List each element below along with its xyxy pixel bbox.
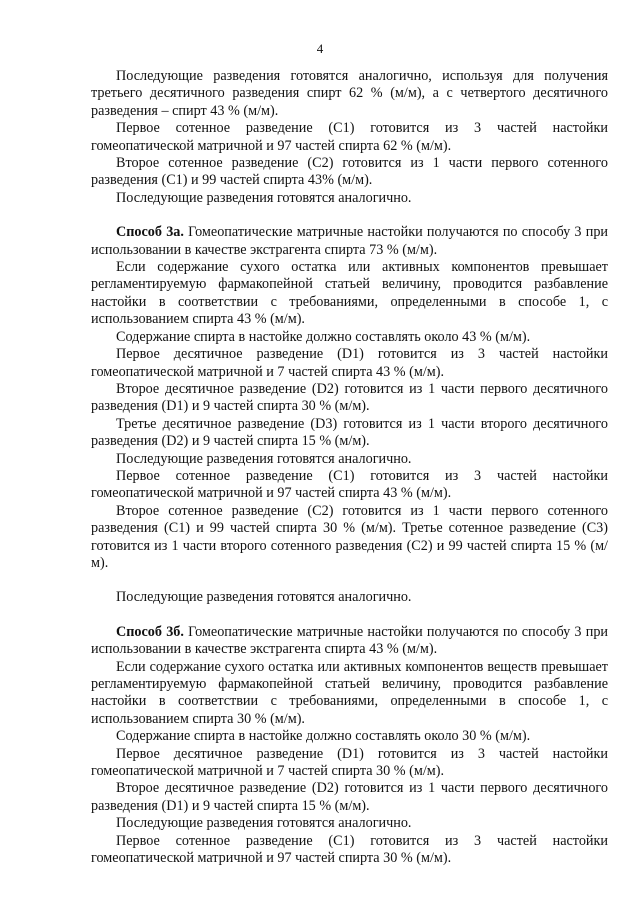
paragraph: Если содержание сухого остатка или активных компонентов веществ превышает регламентируемую фармакопейной статьей величину, проводится разбавление настойки в соответствии с требованиями, определенными в способе 1, с использованием спирта 30 % (м/м). <box>91 658 608 727</box>
paragraph: Содержание спирта в настойке должно составлять около 30 % (м/м). <box>116 728 531 745</box>
paragraph: Первое десятичное разведение (D1) готовится из 3 частей настойки гомеопатической матричной и 7 частей спирта 30 % (м/м). <box>91 745 608 780</box>
paragraph: Первое сотенное разведение (С1) готовится из 3 частей настойки гомеопатической матричной и 97 частей спирта 43 % (м/м). <box>91 467 608 502</box>
paragraph: Первое сотенное разведение (С1) готовится из 3 частей настойки гомеопатической матричной и 97 частей спирта 30 % (м/м). <box>91 832 608 867</box>
method-3b-heading: Способ 3б. <box>116 623 184 640</box>
paragraph: Последующие разведения готовятся аналогично. <box>116 815 412 832</box>
method-3a-heading: Способ 3а. <box>116 224 184 241</box>
method-3a-intro-text: Гомеопатические матричные настойки получаются по способу 3 при использовании в качестве экстрагента спирта 73 % (м/м). <box>91 224 609 258</box>
method-3b-intro <box>91 624 608 659</box>
paragraph: Первое десятичное разведение (D1) готовится из 3 частей настойки гомеопатической матричной и 7 частей спирта 43 % (м/м). <box>91 346 608 380</box>
paragraph: Последующие разведения готовятся аналогично, используя для получения третьего десятичного разведения спирт 62 % (м/м), а с четвертого десятичного разведения – спирт 43 % (м/м). <box>91 68 608 119</box>
paragraph: Последующие разведения готовятся аналогично. <box>116 589 412 606</box>
paragraph: Если содержание сухого остатка или активных компонентов превышает регламентируемую фармакопейной статьей величину, проводится разбавление настойки в соответствии с требованиями, определенными в способе 1, с использованием спирта 43 % (м/м). <box>91 259 608 328</box>
paragraph: Второе десятичное разведение (D2) готовится из 1 части первого десятичного разведения (D1) и 9 частей спирта 30 % (м/м). <box>91 380 608 415</box>
paragraph: Первое сотенное разведение (С1) готовится из 3 частей настойки гомеопатической матричной и 97 частей спирта 62 % (м/м). <box>91 120 608 154</box>
paragraph: Третье десятичное разведение (D3) готовится из 1 части второго десятичного разведения (D2) и 9 частей спирта 15 % (м/м). <box>91 415 608 450</box>
paragraph: Содержание спирта в настойке должно составлять около 43 % (м/м). <box>116 328 531 345</box>
paragraph: Второе десятичное разведение (D2) готовится из 1 части первого десятичного разведения (D1) и 9 частей спирта 15 % (м/м). <box>91 780 608 814</box>
page-number: 4 <box>316 41 324 56</box>
paragraph: Второе сотенное разведение (С2) готовится из 1 части первого сотенного разведения (С1) и 99 частей спирта 30 % (м/м). Третье сотенное разведение (С3) готовится из 1 части второго сотенного разведения (С2) и 99 частей спирта 15 % (м/м). <box>91 502 608 571</box>
paragraph: Последующие разведения готовятся аналогично. <box>116 450 412 467</box>
paragraph: Второе сотенное разведение (С2) готовится из 1 части первого сотенного разведения (С1) и 99 частей спирта 43% (м/м). <box>91 155 608 189</box>
paragraph: Последующие разведения готовятся аналогично. <box>116 189 412 206</box>
method-3a-intro <box>91 224 608 259</box>
method-3b-intro-text: Гомеопатические матричные настойки получаются по способу 3 при использовании в качестве экстрагента спирта 43 % (м/м). <box>91 623 609 658</box>
document-body <box>91 68 608 867</box>
